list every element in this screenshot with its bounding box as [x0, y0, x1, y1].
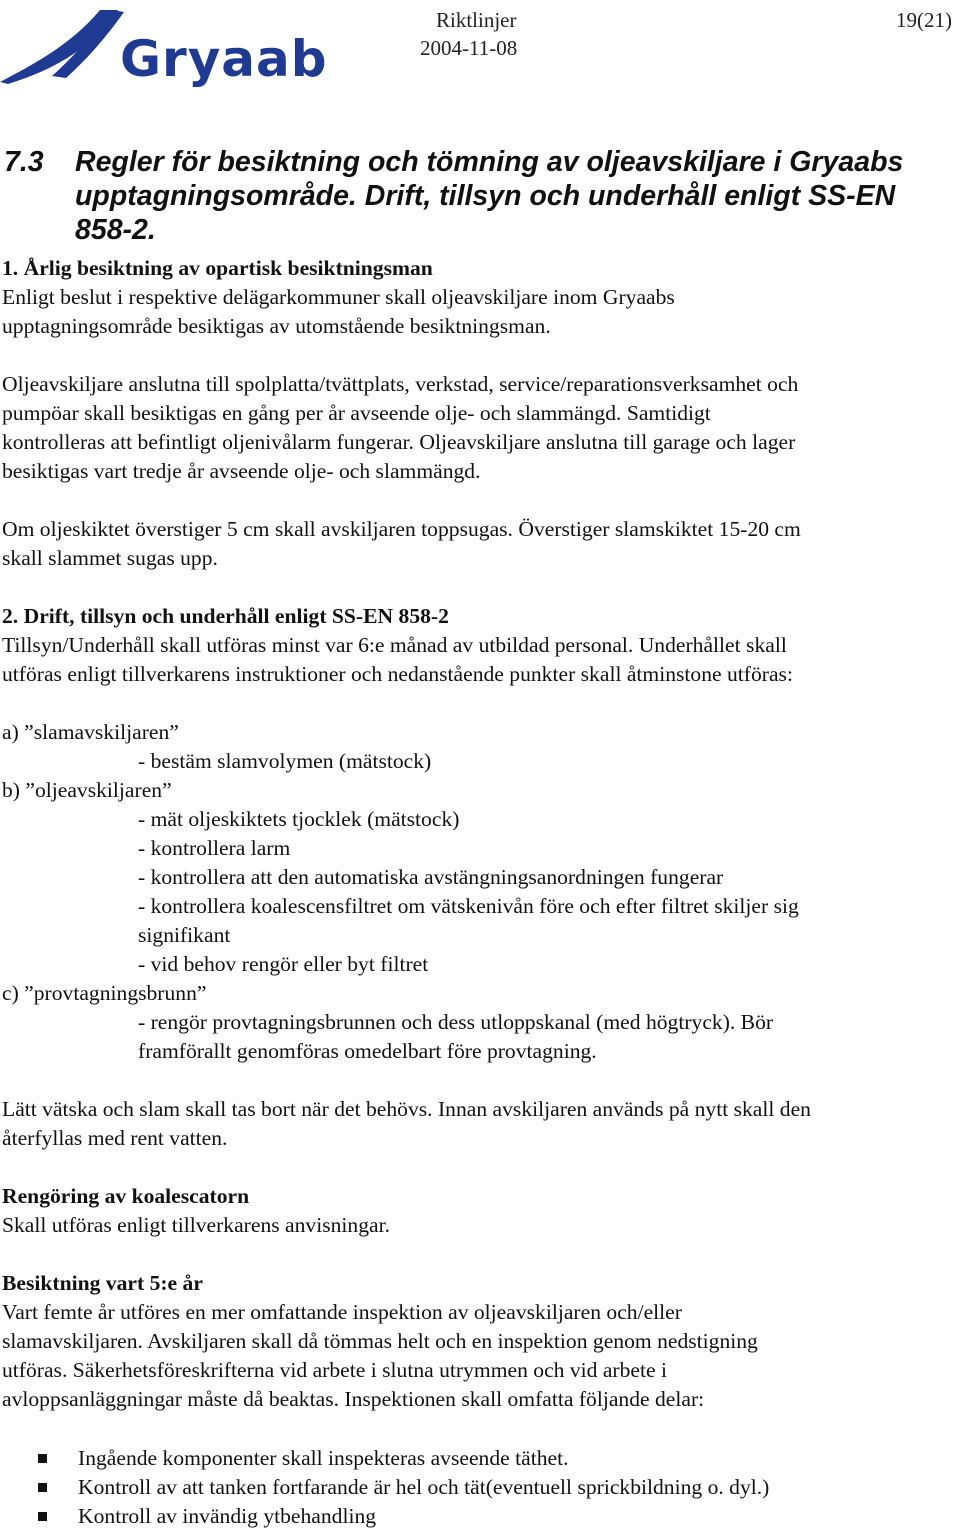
text-line: utföras enligt tillverkarens instruktioner och nedanstående punkter skall åtminstone utföras:: [2, 662, 793, 686]
bullet-square-icon: [38, 1483, 47, 1492]
text-line: Lätt vätska och slam skall tas bort när det behövs. Innan avskiljaren används på nytt skall den: [2, 1097, 811, 1121]
bullet-square-icon: [38, 1454, 47, 1463]
gryaab-logo: [0, 6, 328, 88]
list-item: - mät oljeskiktets tjocklek (mätstock): [138, 807, 460, 831]
list-label-c: c) ”provtagningsbrunn”: [2, 981, 207, 1005]
text-line: slamavskiljaren. Avskiljaren skall då tömmas helt och en inspektion genom nedstigning: [2, 1329, 758, 1353]
document-type: Riktlinjer: [436, 8, 517, 32]
list-item: - kontrollera koalescensfiltret om vätskenivån före och efter filtret skiljer sig: [138, 894, 799, 918]
text-line: Oljeavskiljare anslutna till spolplatta/tvättplats, verkstad, service/reparationsverksamhet och: [2, 372, 799, 396]
document-date: 2004-11-08: [420, 36, 518, 60]
text-line: Tillsyn/Underhåll skall utföras minst var 6:e månad av utbildad personal. Underhållet skall: [2, 633, 787, 657]
list-item: - vid behov rengör eller byt filtret: [138, 952, 429, 976]
text-line: utföras. Säkerhetsföreskrifterna vid arbete i slutna utrymmen och vid arbete i: [2, 1358, 667, 1382]
text-line: upptagningsområde besiktigas av utomstående besiktningsman.: [2, 314, 551, 338]
list-item: - kontrollera larm: [138, 836, 291, 860]
page-number: 19(21): [896, 8, 952, 32]
text-line: skall slammet sugas upp.: [2, 546, 218, 570]
bullet-item: Kontroll av att tanken fortfarande är hel och tät(eventuell sprickbildning o. dyl.): [78, 1475, 770, 1499]
bullet-item: Kontroll av invändig ytbehandling: [78, 1504, 377, 1528]
list-item: - bestäm slamvolymen (mätstock): [138, 749, 432, 773]
text-line: återfyllas med rent vatten.: [2, 1126, 228, 1150]
subheading-five-year-inspection: Besiktning vart 5:e år: [2, 1271, 203, 1295]
list-item: signifikant: [138, 923, 231, 947]
list-item: - kontrollera att den automatiska avstängningsanordningen fungerar: [138, 865, 724, 889]
text-line: Skall utföras enligt tillverkarens anvisningar.: [2, 1213, 391, 1237]
text-line: Vart femte år utföres en mer omfattande inspektion av oljeavskiljaren och/eller: [2, 1300, 682, 1324]
text-line: pumpöar skall besiktigas en gång per år avseende olje- och slammängd. Samtidigt: [2, 401, 711, 425]
text-line: Om oljeskiktet överstiger 5 cm skall avskiljaren toppsugas. Överstiger slamskiktet 15-20 cm: [2, 517, 801, 541]
text-line: avloppsanläggningar måste då beaktas. Inspektionen skall omfatta följande delar:: [2, 1387, 705, 1411]
bullet-item: Ingående komponenter skall inspekteras avseende täthet.: [78, 1446, 569, 1470]
subheading-annual-inspection: 1. Årlig besiktning av opartisk besiktningsman: [2, 256, 433, 280]
subheading-operation: 2. Drift, tillsyn och underhåll enligt SS-EN 858-2: [2, 604, 449, 628]
list-item: - rengör provtagningsbrunnen och dess utloppskanal (med högtryck). Bör: [138, 1010, 774, 1034]
list-label-b: b) ”oljeavskiljaren”: [2, 778, 172, 802]
section-heading: [4, 145, 954, 247]
text-line: besiktigas vart tredje år avseende olje- och slammängd.: [2, 459, 481, 483]
text-line: Enligt beslut i respektive delägarkommuner skall oljeavskiljare inom Gryaabs: [2, 285, 675, 309]
list-item: framförallt genomföras omedelbart före provtagning.: [138, 1039, 597, 1063]
bullet-square-icon: [38, 1512, 47, 1521]
text-line: kontrolleras att befintligt oljenivålarm fungerar. Oljeavskiljare anslutna till garage och lager: [2, 430, 796, 454]
logo-wordmark: Gryaab: [120, 30, 328, 88]
list-label-a: a) ”slamavskiljaren”: [2, 720, 179, 744]
section-title: Regler för besiktning och tömning av oljeavskiljare i Gryaabs upptagningsområde. Drift, tillsyn och underhåll enligt SS-EN 858-2.: [75, 146, 904, 246]
section-number: 7.3: [4, 146, 44, 178]
subheading-coalescer-cleaning: Rengöring av koalescatorn: [2, 1184, 250, 1208]
